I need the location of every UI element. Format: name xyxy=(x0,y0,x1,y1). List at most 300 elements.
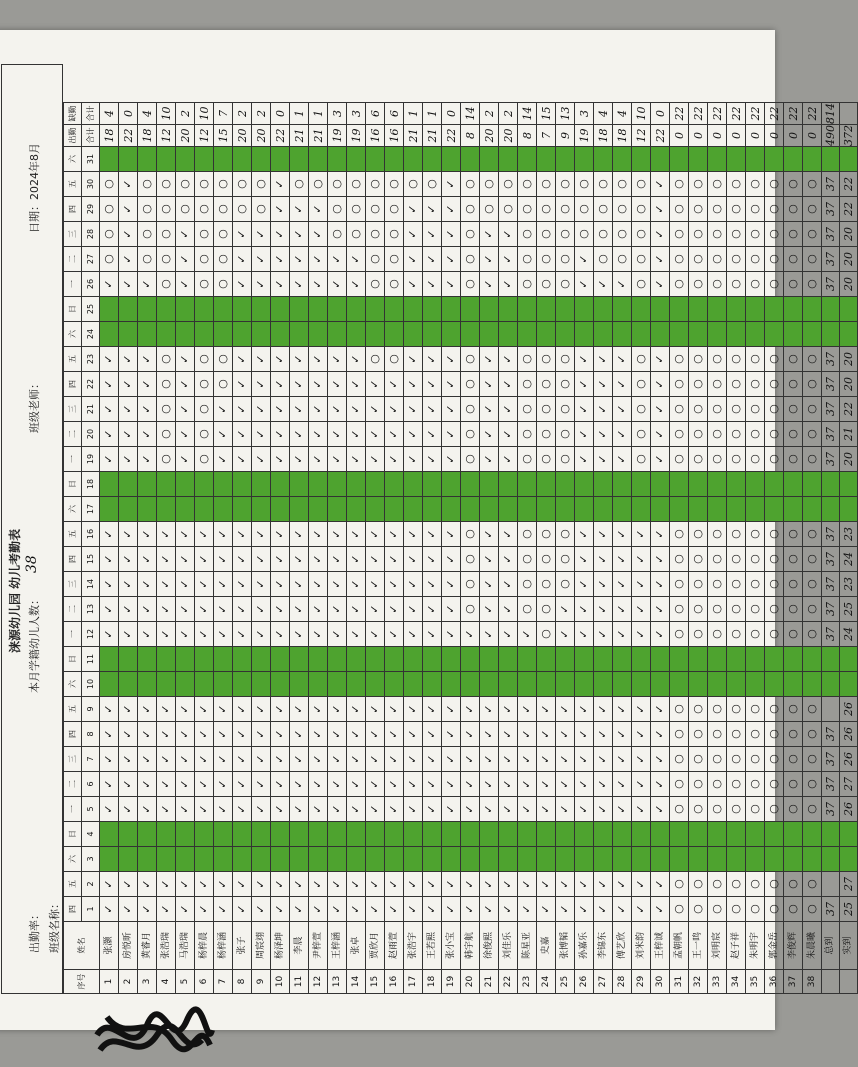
weekend-cell xyxy=(138,647,157,672)
attendance-mark: ✓ xyxy=(271,347,290,372)
weekend-cell xyxy=(214,847,233,872)
weekend-cell xyxy=(727,847,746,872)
attendance-mark: ✓ xyxy=(613,572,632,597)
attendance-mark: ✓ xyxy=(347,622,366,647)
student-number: 4 xyxy=(157,970,176,994)
attendance-mark: ✓ xyxy=(404,447,423,472)
attendance-mark: ○ xyxy=(556,547,575,572)
weekend-cell xyxy=(651,322,670,347)
attendance-mark: ○ xyxy=(784,397,803,422)
attendance-mark: ○ xyxy=(556,347,575,372)
queqin-total: 4 xyxy=(100,103,119,125)
attendance-mark: ✓ xyxy=(233,247,252,272)
attendance-mark: ○ xyxy=(784,372,803,397)
weekend-cell xyxy=(670,472,689,497)
attendance-mark: ○ xyxy=(708,797,727,822)
attendance-mark: ✓ xyxy=(651,697,670,722)
attendance-mark: ✓ xyxy=(252,422,271,447)
attendance-mark: ✓ xyxy=(632,872,651,897)
attendance-mark: ✓ xyxy=(290,197,309,222)
actual-row xyxy=(840,103,858,994)
attendance-mark: ✓ xyxy=(423,272,442,297)
weekend-cell xyxy=(765,822,784,847)
student-name: 杨梓涵 xyxy=(214,922,233,970)
attendance-mark: ○ xyxy=(727,522,746,547)
attendance-mark: ○ xyxy=(157,222,176,247)
attendance-mark: ✓ xyxy=(423,197,442,222)
weekend-cell xyxy=(290,497,309,522)
attendance-mark: ✓ xyxy=(442,372,461,397)
attendance-mark: ○ xyxy=(575,222,594,247)
attendance-mark: ✓ xyxy=(632,697,651,722)
student-row xyxy=(119,103,138,994)
attendance-mark: ○ xyxy=(689,547,708,572)
attendance-mark: ○ xyxy=(727,797,746,822)
weekend-cell xyxy=(746,497,765,522)
student-name: 黄睿月 xyxy=(138,922,157,970)
attendance-mark: ○ xyxy=(670,797,689,822)
attendance-mark: ✓ xyxy=(575,747,594,772)
student-name: 孟朝帆 xyxy=(670,922,689,970)
attendance-mark: ○ xyxy=(727,347,746,372)
attendance-mark: ○ xyxy=(537,597,556,622)
chuqin-total: 20 xyxy=(176,125,195,147)
attendance-mark: ✓ xyxy=(556,747,575,772)
attendance-mark: ○ xyxy=(594,172,613,197)
weekend-cell xyxy=(271,472,290,497)
attendance-mark: ✓ xyxy=(575,272,594,297)
attendance-mark: ✓ xyxy=(461,697,480,722)
weekend-cell xyxy=(138,822,157,847)
attendance-mark: ✓ xyxy=(328,597,347,622)
weekend-cell xyxy=(537,822,556,847)
student-number: 25 xyxy=(556,970,575,994)
weekend-cell xyxy=(746,847,765,872)
weekend-cell xyxy=(442,672,461,697)
attendance-mark: ✓ xyxy=(233,597,252,622)
attendance-mark: ○ xyxy=(689,772,708,797)
attendance-mark: ✓ xyxy=(271,547,290,572)
weekend-cell xyxy=(537,847,556,872)
attendance-mark: ○ xyxy=(708,722,727,747)
attendance-mark: ✓ xyxy=(423,222,442,247)
attendance-mark: ✓ xyxy=(480,247,499,272)
attendance-mark: ✓ xyxy=(385,522,404,547)
attendance-mark: ○ xyxy=(765,797,784,822)
attendance-mark: ✓ xyxy=(442,422,461,447)
weekend-cell xyxy=(214,647,233,672)
attendance-mark: ✓ xyxy=(480,897,499,922)
attendance-mark: ○ xyxy=(233,172,252,197)
attendance-mark: ✓ xyxy=(632,522,651,547)
student-name: 赵雨萱 xyxy=(385,922,404,970)
attendance-mark: ○ xyxy=(708,622,727,647)
student-name: 刘佳乐 xyxy=(499,922,518,970)
attendance-mark: ✓ xyxy=(309,447,328,472)
attendance-mark: ✓ xyxy=(385,372,404,397)
attendance-mark: ✓ xyxy=(613,697,632,722)
student-name: 王梓诚 xyxy=(651,922,670,970)
attendance-mark: ✓ xyxy=(290,372,309,397)
date-cell: 18 xyxy=(82,472,100,497)
chuqin-total: 18 xyxy=(100,125,119,147)
queqin-total: 22 xyxy=(803,103,822,125)
attendance-mark: ✓ xyxy=(461,722,480,747)
chuqin-total: 8 xyxy=(518,125,537,147)
attendance-mark: ○ xyxy=(765,247,784,272)
attendance-mark: ○ xyxy=(784,872,803,897)
attendance-mark: ○ xyxy=(670,422,689,447)
weekend-cell xyxy=(423,647,442,672)
attendance-mark: ✓ xyxy=(385,772,404,797)
attendance-mark: ✓ xyxy=(195,797,214,822)
date-cell: 23 xyxy=(82,347,100,372)
attendance-mark: ✓ xyxy=(385,397,404,422)
attendance-mark: ✓ xyxy=(594,422,613,447)
attendance-mark: ✓ xyxy=(233,372,252,397)
weekend-cell xyxy=(556,322,575,347)
weekend-cell xyxy=(651,647,670,672)
attendance-mark: ✓ xyxy=(442,797,461,822)
attendance-mark: ✓ xyxy=(252,722,271,747)
attendance-mark: ○ xyxy=(632,397,651,422)
attendance-mark: ○ xyxy=(765,447,784,472)
date-cell: 12 xyxy=(82,622,100,647)
attendance-mark: ○ xyxy=(328,222,347,247)
actual-day-value: 22 xyxy=(840,397,858,422)
student-name: 朱明宇 xyxy=(746,922,765,970)
student-number: 28 xyxy=(613,970,632,994)
total-day-value: 37 xyxy=(822,372,840,397)
attendance-mark: ○ xyxy=(195,372,214,397)
student-number: 14 xyxy=(347,970,366,994)
attendance-mark: ○ xyxy=(176,197,195,222)
attendance-mark: ✓ xyxy=(157,897,176,922)
attendance-mark: ○ xyxy=(461,547,480,572)
weekend-cell xyxy=(689,322,708,347)
attendance-mark: ○ xyxy=(689,572,708,597)
attendance-mark: ○ xyxy=(803,422,822,447)
weekend-cell xyxy=(347,297,366,322)
attendance-mark: ○ xyxy=(784,797,803,822)
weekend-cell xyxy=(423,822,442,847)
attendance-mark: ✓ xyxy=(499,347,518,372)
attendance-mark: ✓ xyxy=(385,697,404,722)
weekend-cell xyxy=(157,647,176,672)
attendance-mark: ✓ xyxy=(290,622,309,647)
attendance-mark: ✓ xyxy=(499,447,518,472)
student-number: 31 xyxy=(670,970,689,994)
weekend-cell xyxy=(138,322,157,347)
attendance-mark: ✓ xyxy=(556,597,575,622)
attendance-mark: ✓ xyxy=(537,772,556,797)
attendance-mark: ✓ xyxy=(271,222,290,247)
attendance-mark: ✓ xyxy=(290,222,309,247)
weekend-cell xyxy=(309,822,328,847)
attendance-mark: ✓ xyxy=(651,272,670,297)
attendance-mark: ✓ xyxy=(366,422,385,447)
weekend-cell xyxy=(271,822,290,847)
weekend-cell xyxy=(328,147,347,172)
chuqin-total: 22 xyxy=(442,125,461,147)
total-day-value: 37 xyxy=(822,247,840,272)
attendance-mark: ✓ xyxy=(119,272,138,297)
weekday-cell: 日 xyxy=(64,472,82,497)
attendance-mark: ✓ xyxy=(480,347,499,372)
attendance-mark: ✓ xyxy=(442,247,461,272)
weekday-cell: 四 xyxy=(64,722,82,747)
attendance-mark: ○ xyxy=(347,172,366,197)
attendance-mark: ✓ xyxy=(195,897,214,922)
attendance-mark: ✓ xyxy=(651,547,670,572)
attendance-mark: ✓ xyxy=(138,572,157,597)
attendance-mark: ✓ xyxy=(176,572,195,597)
attendance-mark: ✓ xyxy=(575,722,594,747)
weekend-cell xyxy=(290,822,309,847)
weekend-cell xyxy=(765,472,784,497)
total-day-value xyxy=(822,147,840,172)
weekend-cell xyxy=(404,497,423,522)
attendance-mark: ✓ xyxy=(138,597,157,622)
student-number: 22 xyxy=(499,970,518,994)
student-number: 7 xyxy=(214,970,233,994)
student-number: 11 xyxy=(290,970,309,994)
attendance-mark: ✓ xyxy=(594,622,613,647)
queqin-total: 22 xyxy=(746,103,765,125)
weekend-cell xyxy=(556,847,575,872)
attendance-mark: ✓ xyxy=(613,547,632,572)
weekday-cell: 三 xyxy=(64,397,82,422)
queqin-total: 10 xyxy=(157,103,176,125)
attendance-mark: ✓ xyxy=(214,397,233,422)
weekend-cell xyxy=(518,822,537,847)
attendance-mark: ✓ xyxy=(651,897,670,922)
attendance-mark: ✓ xyxy=(328,422,347,447)
weekend-cell xyxy=(727,672,746,697)
attendance-mark: ✓ xyxy=(214,522,233,547)
actual-index xyxy=(840,970,858,994)
attendance-mark: ○ xyxy=(689,372,708,397)
attendance-mark: ✓ xyxy=(309,372,328,397)
student-number: 12 xyxy=(309,970,328,994)
attendance-mark: ✓ xyxy=(518,622,537,647)
weekend-cell xyxy=(670,322,689,347)
attendance-mark: ✓ xyxy=(651,572,670,597)
weekend-cell xyxy=(480,847,499,872)
weekend-cell xyxy=(765,672,784,697)
attendance-mark: ✓ xyxy=(366,447,385,472)
weekend-cell xyxy=(195,847,214,872)
weekend-cell xyxy=(784,647,803,672)
student-name: 王梓涵 xyxy=(328,922,347,970)
weekend-cell xyxy=(138,672,157,697)
weekday-cell: 四 xyxy=(64,897,82,922)
attendance-mark: ✓ xyxy=(157,572,176,597)
attendance-mark: ✓ xyxy=(309,747,328,772)
attendance-mark: ✓ xyxy=(195,747,214,772)
attendance-mark: ○ xyxy=(746,872,765,897)
attendance-mark: ○ xyxy=(689,872,708,897)
actual-day-value: 20 xyxy=(840,247,858,272)
weekend-cell xyxy=(252,497,271,522)
queqin-total: 22 xyxy=(708,103,727,125)
attendance-mark: ○ xyxy=(613,247,632,272)
attendance-mark: ✓ xyxy=(176,372,195,397)
attendance-mark: ○ xyxy=(803,247,822,272)
weekend-cell xyxy=(176,672,195,697)
attendance-mark: ✓ xyxy=(214,772,233,797)
attendance-mark: ✓ xyxy=(271,372,290,397)
weekend-cell xyxy=(119,322,138,347)
weekend-cell xyxy=(765,847,784,872)
attendance-mark: ✓ xyxy=(252,797,271,822)
student-row xyxy=(176,103,195,994)
weekend-cell xyxy=(214,822,233,847)
attendance-mark: ✓ xyxy=(480,422,499,447)
weekend-cell xyxy=(727,147,746,172)
weekend-cell xyxy=(290,297,309,322)
weekend-cell xyxy=(727,822,746,847)
weekend-cell xyxy=(746,822,765,847)
date-cell: 20 xyxy=(82,422,100,447)
chuqin-total: 12 xyxy=(195,125,214,147)
weekday-cell: 日 xyxy=(64,297,82,322)
weekend-cell xyxy=(404,822,423,847)
weekend-cell xyxy=(632,147,651,172)
attendance-mark: ✓ xyxy=(214,622,233,647)
student-name: 贾欣月 xyxy=(366,922,385,970)
weekend-cell xyxy=(328,497,347,522)
weekend-cell xyxy=(689,647,708,672)
attendance-mark: ✓ xyxy=(290,897,309,922)
attendance-mark: ✓ xyxy=(518,872,537,897)
student-row xyxy=(290,103,309,994)
attendance-mark: ✓ xyxy=(423,597,442,622)
attendance-mark: ✓ xyxy=(100,897,119,922)
student-row xyxy=(518,103,537,994)
weekend-cell xyxy=(784,672,803,697)
attendance-mark: ✓ xyxy=(537,747,556,772)
attendance-mark: ✓ xyxy=(651,247,670,272)
attendance-mark: ○ xyxy=(518,547,537,572)
attendance-mark: ✓ xyxy=(575,872,594,897)
weekend-cell xyxy=(157,497,176,522)
total-day-value: 37 xyxy=(822,422,840,447)
attendance-mark: ✓ xyxy=(423,572,442,597)
weekend-cell xyxy=(404,147,423,172)
weekend-cell xyxy=(290,847,309,872)
weekend-cell xyxy=(651,822,670,847)
weekend-cell xyxy=(575,672,594,697)
attendance-mark: ✓ xyxy=(347,447,366,472)
attendance-mark: ○ xyxy=(233,197,252,222)
actual-label: 实到 xyxy=(840,922,858,970)
attendance-mark: ✓ xyxy=(119,447,138,472)
attendance-mark: ○ xyxy=(746,247,765,272)
weekend-cell xyxy=(366,297,385,322)
weekend-cell xyxy=(746,472,765,497)
attendance-mark: ✓ xyxy=(100,572,119,597)
weekend-cell xyxy=(594,822,613,847)
attendance-mark: ✓ xyxy=(119,722,138,747)
weekend-cell xyxy=(537,647,556,672)
weekend-cell xyxy=(632,672,651,697)
attendance-mark: ✓ xyxy=(404,197,423,222)
attendance-mark: ○ xyxy=(689,622,708,647)
attendance-mark: ✓ xyxy=(328,772,347,797)
attendance-mark: ○ xyxy=(746,447,765,472)
actual-day-value xyxy=(840,497,858,522)
student-row xyxy=(214,103,233,994)
weekend-cell xyxy=(119,147,138,172)
attendance-mark: ○ xyxy=(803,622,822,647)
attendance-mark: ✓ xyxy=(366,622,385,647)
attendance-mark: ✓ xyxy=(442,522,461,547)
attendance-rate-label: 出勤率： xyxy=(28,909,41,953)
weekend-cell xyxy=(271,672,290,697)
attendance-mark: ✓ xyxy=(404,397,423,422)
weekend-cell xyxy=(176,472,195,497)
attendance-mark: ○ xyxy=(556,572,575,597)
attendance-mark: ✓ xyxy=(138,872,157,897)
attendance-mark: ✓ xyxy=(556,697,575,722)
weekend-cell xyxy=(480,822,499,847)
attendance-mark: ✓ xyxy=(480,222,499,247)
attendance-mark: ○ xyxy=(157,397,176,422)
attendance-mark: ✓ xyxy=(518,797,537,822)
weekend-cell xyxy=(347,672,366,697)
attendance-mark: ✓ xyxy=(157,872,176,897)
attendance-mark: ○ xyxy=(670,522,689,547)
weekend-cell xyxy=(784,822,803,847)
attendance-mark: ✓ xyxy=(404,897,423,922)
queqin-total: 1 xyxy=(290,103,309,125)
attendance-mark: ✓ xyxy=(385,622,404,647)
attendance-mark: ○ xyxy=(784,522,803,547)
weekend-cell xyxy=(100,672,119,697)
attendance-mark: ○ xyxy=(556,422,575,447)
attendance-mark: ✓ xyxy=(195,572,214,597)
chuqin-total: 20 xyxy=(480,125,499,147)
attendance-mark: ○ xyxy=(803,272,822,297)
attendance-mark: ○ xyxy=(214,347,233,372)
total-day-value: 37 xyxy=(822,347,840,372)
attendance-mark: ✓ xyxy=(613,747,632,772)
student-number: 16 xyxy=(385,970,404,994)
chuqin-total: 20 xyxy=(252,125,271,147)
attendance-mark: ✓ xyxy=(442,622,461,647)
weekend-cell xyxy=(195,647,214,672)
weekend-cell xyxy=(594,497,613,522)
attendance-mark: ○ xyxy=(765,197,784,222)
weekend-cell xyxy=(252,847,271,872)
weekend-cell xyxy=(708,647,727,672)
student-number: 32 xyxy=(689,970,708,994)
attendance-mark: ○ xyxy=(727,247,746,272)
weekend-cell xyxy=(309,147,328,172)
attendance-mark: ✓ xyxy=(556,622,575,647)
actual-day-value: 27 xyxy=(840,872,858,897)
actual-day-value: 23 xyxy=(840,572,858,597)
weekend-cell xyxy=(556,147,575,172)
date-cell: 8 xyxy=(82,722,100,747)
attendance-mark: ✓ xyxy=(556,772,575,797)
attendance-mark: ○ xyxy=(195,272,214,297)
attendance-mark: ✓ xyxy=(499,872,518,897)
attendance-mark: ✓ xyxy=(252,397,271,422)
attendance-mark: ✓ xyxy=(651,722,670,747)
attendance-mark: ○ xyxy=(784,347,803,372)
